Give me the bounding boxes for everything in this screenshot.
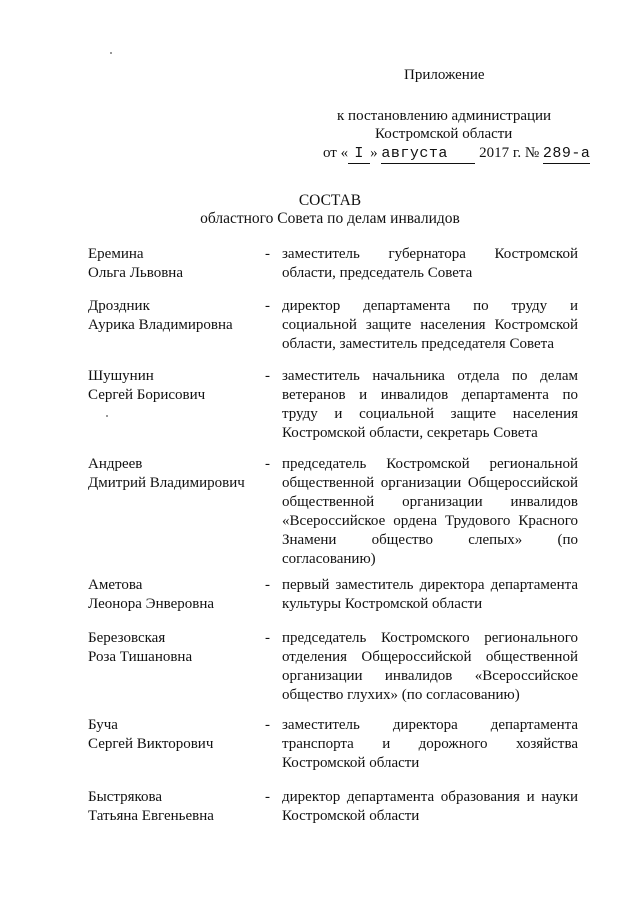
member-role-line: первый заместитель директора департамента [282,577,578,593]
dash-separator: - [265,456,270,472]
member-role-line: организации инвалидов «Всероссийское [282,668,578,684]
dash-separator: - [265,246,270,262]
member-surname: Шушунин [88,368,154,384]
date-prefix: от « [323,145,349,161]
member-role-line: социальной защите населения Костромской [282,317,578,333]
member-role-line: Костромской области, секретарь Совета [282,425,538,441]
member-given-names: Сергей Борисович [88,387,206,403]
member-given-names: Сергей Викторович [88,736,214,752]
member-role-line: культуры Костромской области [282,596,483,612]
member-role-line: заместитель директора департамента [282,717,578,733]
member-role [282,788,578,826]
member-role-line: области, заместитель председателя Совета [282,336,554,352]
member-given-names: Леонора Энверовна [88,596,215,612]
member-role-line: Костромской области [282,808,420,824]
member-role-line: заместитель начальника отдела по делам [282,368,578,384]
member-role-line: общественной организации инвалидов [282,494,578,510]
member-given-names: Дмитрий Владимирович [88,475,245,491]
member-role-line: председатель Костромского регионального [282,630,578,646]
member-surname: Буча [88,717,118,733]
dash-separator: - [265,368,270,384]
member-given-names: Аурика Владимировна [88,317,233,333]
member-role-line: председатель Костромской региональной [282,456,578,472]
member-role-line: заместитель губернатора Костромской [282,246,578,262]
member-surname: Аметова [88,577,143,593]
member-name [88,716,268,754]
member-name [88,367,268,405]
member-name [88,297,268,335]
member-name [88,576,268,614]
dash-separator: - [265,298,270,314]
decree-date-line [323,144,590,164]
member-surname: Березовская [88,630,166,646]
member-role-line: «Всероссийское ордена Трудового Красного [282,513,578,529]
member-role-line: области, председатель Совета [282,265,473,281]
member-role-line: общество глухих» (по согласованию) [282,687,520,703]
member-given-names: Роза Тишановна [88,649,193,665]
member-name [88,788,268,826]
member-given-names: Татьяна Евгеньевна [88,808,214,824]
dash-separator: - [265,789,270,805]
date-mid: » [370,145,378,161]
member-name [88,629,268,667]
dash-separator: - [265,577,270,593]
date-year: 2017 г. № [479,145,540,161]
member-role-line: ветеранов и инвалидов департамента по [282,387,578,403]
member-role-line: директор департамента образования и науки [282,789,578,805]
document-title: СОСТАВ [298,192,362,209]
member-role [282,455,578,569]
appendix-label: Приложение [404,67,485,83]
member-role-line: согласованию) [282,551,376,567]
member-role-line: Костромской области [282,755,420,771]
region-name: Костромской области [375,126,513,142]
member-role-line: директор департамента по труду и [282,298,578,314]
member-surname: Быстрякова [88,789,163,805]
dash-separator: - [265,630,270,646]
document-subtitle: областного Совета по делам инвалидов [200,210,460,227]
member-role-line: отделения Общероссийской общественной [282,649,578,665]
decree-number: 289-а [542,145,591,162]
member-role [282,576,578,614]
member-role-line: труду и социальной защите населения [282,406,578,422]
member-name [88,455,268,493]
scan-speck [110,52,112,54]
decree-reference: к постановлению администрации [337,108,552,124]
member-role [282,367,578,443]
date-day: I [348,145,370,164]
member-role [282,716,578,773]
member-surname: Дроздник [88,298,150,314]
member-role-line: общественной организации Общероссийской [282,475,578,491]
scan-speck [106,415,108,417]
member-name [88,245,268,283]
member-surname: Еремина [88,246,144,262]
member-role [282,245,578,283]
member-role-line: Знамени общество слепых» (по [282,532,578,548]
member-surname: Андреев [88,456,143,472]
dash-separator: - [265,717,270,733]
member-role [282,629,578,705]
member-role [282,297,578,354]
member-role-line: транспорта и дорожного хозяйства [282,736,578,752]
date-month: августа [381,145,475,164]
member-given-names: Ольга Львовна [88,265,183,281]
